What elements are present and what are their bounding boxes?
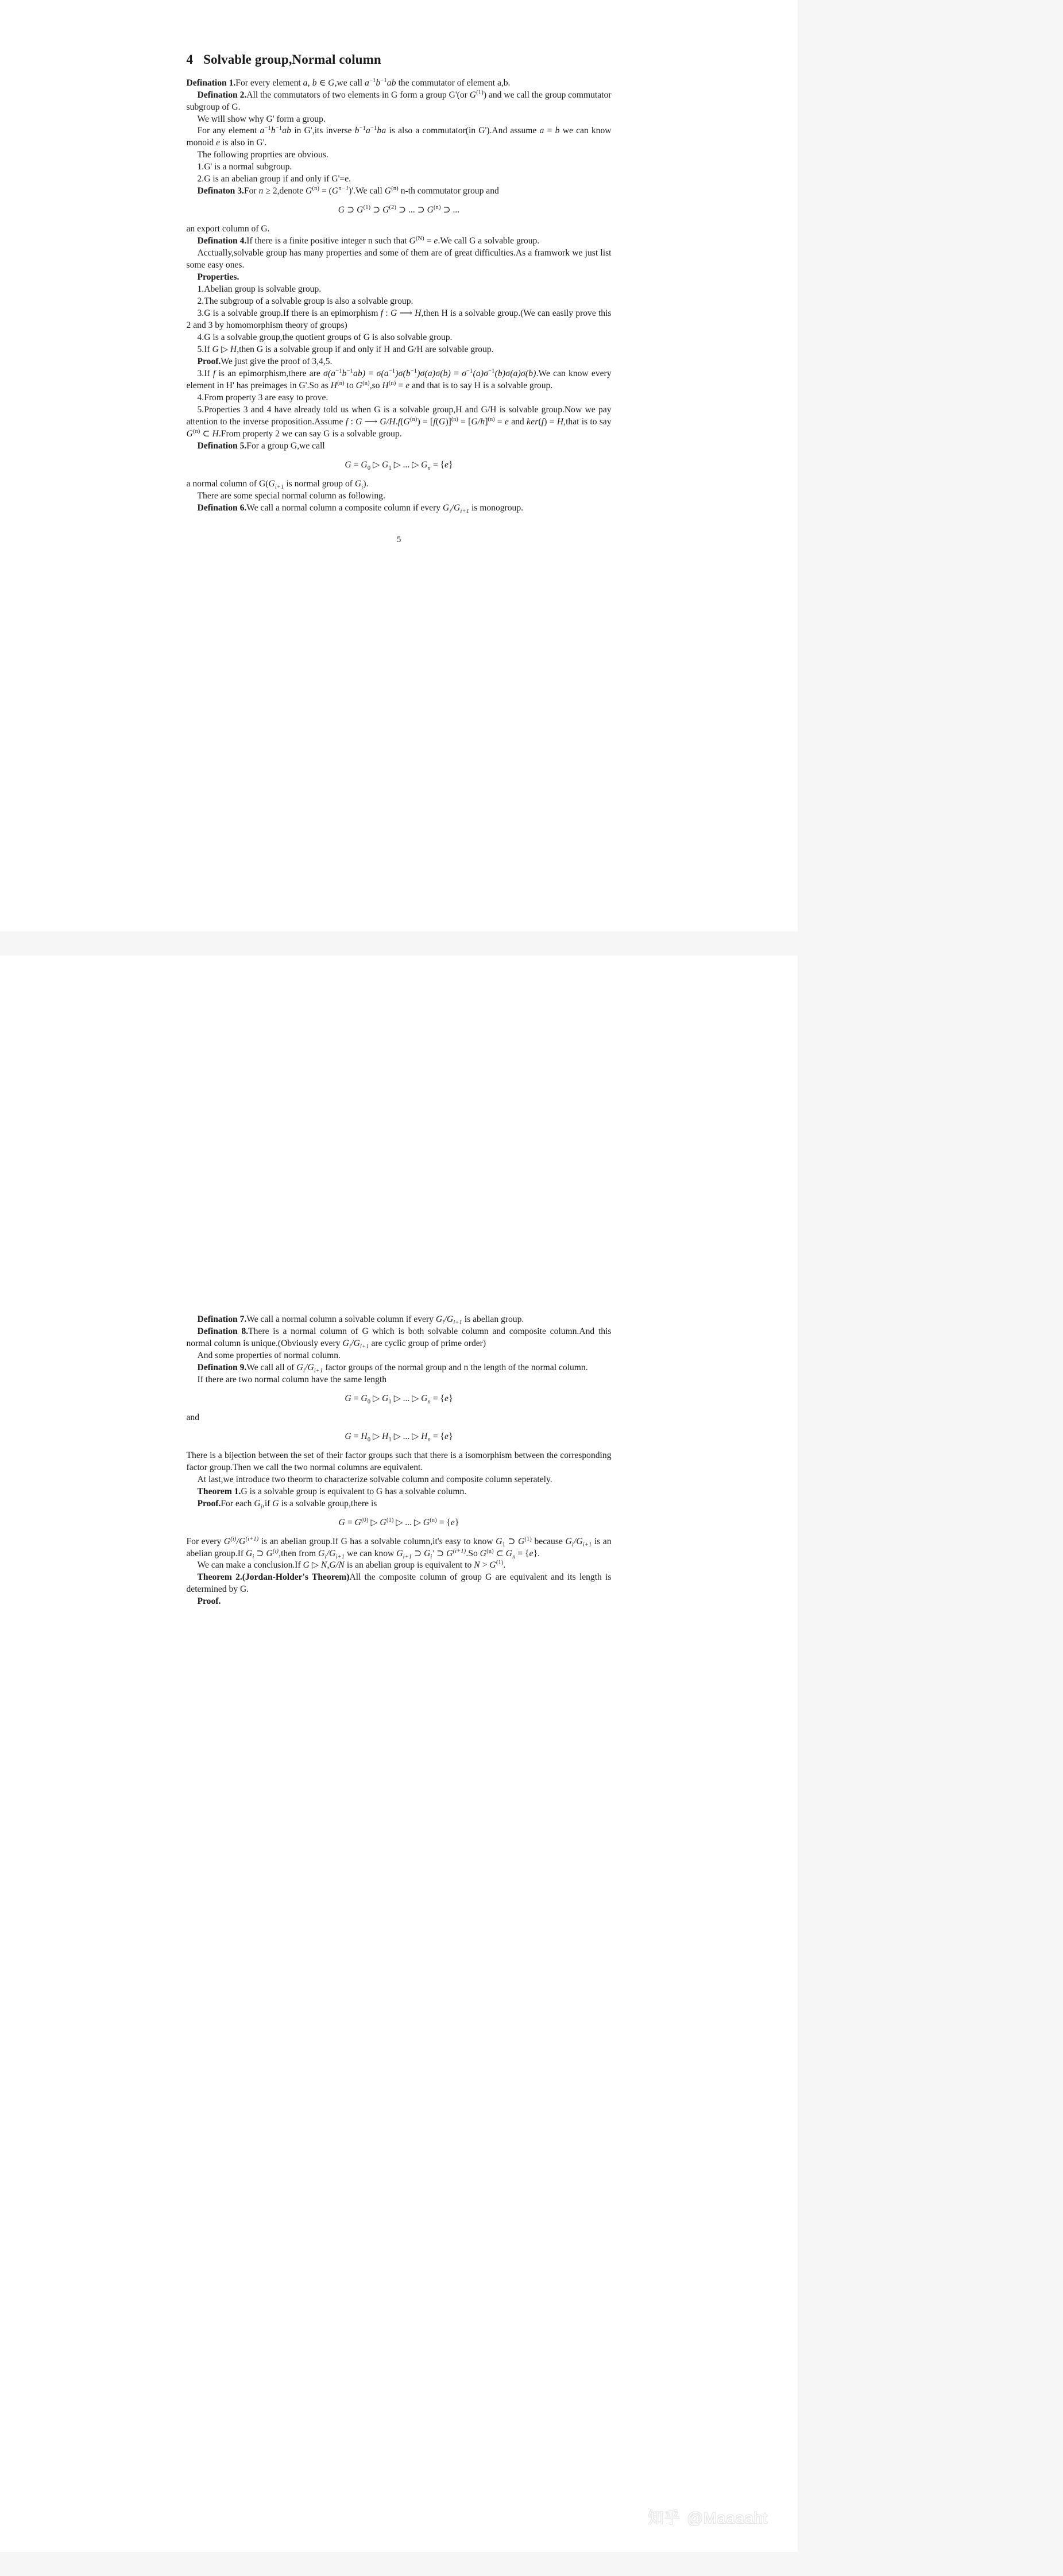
def2-math-G1: $G^{(1)}$ — [469, 89, 484, 100]
definition-2-paragraph: Defination 2.All the commutators of two elements in G form a group G'(or $G^{(1)}$) and we call the group commutator subgroup of G. — [186, 89, 612, 112]
math-p2-G-b: G — [303, 1560, 310, 1571]
math-p2-Gsupi: $G^{(i)}$ — [266, 1548, 279, 1558]
proof-item-3: 3.If f is an epimorphism,there are $\sigma(a^{-1}b^{-1}ab) = \sigma(a^{-1})\sigma(b^{-1})\sigma(a)\sigma(b) = \sigma^{-1}(a)\sigma^{-1}(b)\sigma(a)\sigma(b).We$ can know every element in H' has preimages in G'.So as $H^{(n)}$ to $G^{(n)},so$ $H^{(n)} = e$ and that is to say H is a solvable group. — [186, 368, 612, 390]
properties-item-2: 2.The subgroup of a solvable group is also a solvable group. — [197, 296, 413, 307]
eq-dc-G0: $G^{(0)}$ — [354, 1517, 369, 1527]
eq-derived-series-body: G — [338, 205, 345, 215]
eq-g-G1: $G_1$ — [382, 1393, 392, 1405]
definition-4-label: Defination 4. — [197, 236, 247, 246]
eq-G1: $G^{(1)}$ — [357, 204, 371, 215]
math-p2-GiGi1-c: $G_i/G_{i+1}$ — [296, 1362, 323, 1374]
eq-nc-G1: $G_1$ — [382, 459, 392, 471]
definition-7-paragraph: Defination 7.We call a normal column a solvable column if every $G_i/G_{i+1}$ is abelian group. — [197, 1314, 524, 1326]
math-GN: $G^{(N)}$ — [409, 235, 424, 246]
section-number: 4 — [186, 52, 194, 67]
page-2-sheet — [0, 956, 798, 2552]
eq-Gn: $G^{(n)}$ — [427, 204, 441, 215]
math-p2-Gsupi1: $G^{(i+1)}$ — [446, 1548, 466, 1558]
math-GiGi1: $G_i/G_{i+1}$ — [442, 502, 470, 515]
equation-derived-column: $G = G^{(0)}$ ▷ $G^{(1)}$ ▷ ... ▷ $G^{(n)} = \{e\}$ — [338, 1517, 459, 1527]
page-divider — [0, 931, 1063, 956]
eq-dc-e: e — [450, 1517, 455, 1527]
eq-nc-G0: $G_0$ — [361, 459, 371, 471]
equation-derived-series: G ⊃ $G^{(1)}$ ⊃ $G^{(2)}$ ⊃ ... ⊃ $G^{(n)}$ ⊃ ... — [338, 204, 460, 215]
eq-h-H0: $H_0$ — [361, 1431, 371, 1443]
export-column-paragraph: an export column of G. — [186, 224, 270, 234]
theorem-2-proof-paragraph — [187, 1596, 612, 1608]
eq-g-G0: $G_0$ — [361, 1393, 371, 1405]
def1-math-ab: a, b — [303, 78, 317, 88]
definition-8-paragraph: Defination 8.There is a normal column of G which is both solvable column and composite column.And this normal column is unique.(Obviously every $G_i/G_{i+1}$ are cyclic group of prime order) — [186, 1326, 612, 1351]
properties-item-3: 3.G is a solvable group.If there is an epimorphism f : G ⟶ H,then H is a solvable group.(We can easily prove this 2 and 3 by homomorphism theory of groups) — [186, 308, 612, 330]
math-p2-Gsupn: $G^{(n)}$ — [480, 1548, 494, 1558]
normal-column-description: a normal column of $G(G_{i+1}$ is normal group of $G_i$). — [186, 478, 369, 490]
eq-G2: $G^{(2)}$ — [382, 204, 397, 215]
any-element-paragraph: For any element $a^{-1}b^{-1}ab$ in G',its inverse $b^{-1}a^{-1}ba$ is also a commutator(in G').And assume a = b we can know monoid e is also in G'. — [186, 125, 612, 148]
watermark-handle: @Maaaaht — [687, 2509, 768, 2527]
math-f: f — [380, 308, 384, 319]
definition-5-label: Defination 5. — [197, 440, 247, 451]
special-normal-column-paragraph: There are some special normal column as following. — [197, 490, 385, 501]
math-e-4: e — [504, 416, 509, 427]
math-p2-N-b: N — [474, 1560, 480, 1571]
math-H-3: H — [556, 416, 564, 427]
math-Hn-2: $H^{(n)}$ — [382, 380, 396, 390]
math-kerf: ker — [526, 416, 539, 427]
math-e-3: e — [405, 380, 410, 390]
math-p2-GiGi1-b: $G_i/G_{i+1}$ — [342, 1338, 369, 1351]
math-sigma-expand: $\sigma(a^{-1})\sigma(b^{-1})\sigma(a)\sigma(b)$ — [376, 368, 451, 378]
math-f-4: f — [541, 416, 544, 427]
and-connector: and — [186, 1412, 200, 1422]
math-p2-Gi-b: $G_i$ — [245, 1548, 254, 1560]
math-p2-Gn: $G_n$ — [505, 1548, 516, 1560]
eq-h-e: e — [444, 1431, 449, 1441]
math-Gnm1: $G^{n-1}$ — [331, 185, 349, 196]
definition-1-paragraph: Defination 1.For every element a, b ∈ G,we call $a^{-1}b^{-1}ab$ the commutator of element a,b. — [186, 77, 511, 88]
math-f-2: f — [212, 368, 216, 378]
theorem-2-proof-label: Proof. — [197, 1596, 221, 1607]
following-properties-paragraph: The following proprties are obvious. — [197, 150, 328, 160]
math-commutator-1: $a^{-1}b^{-1}ab$ — [260, 125, 292, 136]
bijection-paragraph: There is a bijection between the set of their factor groups such that there is a isomorphism between the corresponding factor group.Then we call the two normal columns are equivalent. — [186, 1450, 612, 1472]
watermark-site: 知乎 — [648, 2509, 681, 2527]
properties-heading-label: Properties. — [197, 272, 239, 283]
page-1-wrapper — [0, 0, 1063, 931]
proof-paragraph — [187, 356, 612, 368]
math-Gn-3: $G^{(n)}$ — [355, 380, 370, 390]
properties-item-5: 5.If G ▷ H,then G is a solvable group if and only if H and G/H are solvable group. — [197, 344, 494, 354]
math-fG: f — [433, 416, 436, 427]
definition-1-label: Defination 1. — [186, 78, 236, 88]
page-1-text-column — [187, 10, 612, 546]
theorem-2-label: Theorem 2.(Jordan-Holder's Theorem) — [197, 1572, 350, 1583]
definition-8-label: Defination 8. — [197, 1326, 249, 1336]
page-1-sheet — [0, 0, 798, 931]
eq-g-Gn: $G_n$ — [421, 1393, 431, 1405]
math-e-2: e — [434, 236, 438, 246]
math-H: H — [415, 308, 422, 319]
math-Gn-4: $G^{(n)}$ — [403, 416, 418, 427]
math-p2-N: N — [320, 1560, 327, 1571]
eq-nc-e: e — [444, 459, 449, 470]
equation-H-column: $G = H_0$ ▷ $H_1$ ▷ ... ▷ $H_n = \{e\}$ — [345, 1431, 453, 1443]
math-G-6: G — [438, 416, 446, 427]
eq-g-e: e — [444, 1393, 449, 1403]
page-number: 5 — [396, 534, 401, 544]
at-last-paragraph: At last,we introduce two theorm to characterize solvable column and composite column seperately. — [197, 1474, 552, 1484]
math-a-eq-b: a — [539, 126, 544, 136]
definition-5-text: For a group G,we call — [246, 440, 325, 451]
math-G-4: G — [212, 344, 219, 354]
eq-g-G: G — [345, 1393, 351, 1403]
equation-G-column: $G = G_0$ ▷ $G_1$ ▷ ... ▷ $G_n = \{e\}$ — [345, 1393, 453, 1405]
math-p2-GN: G/N — [329, 1560, 345, 1571]
definition-6-paragraph: Defination 6.We call a normal column a composite column if every $G_i/G_{i+1}$ is monogroup. — [197, 502, 524, 515]
properties-item-1: 1.Abelian group is solvable group. — [197, 284, 322, 295]
property-item-1: 1.G' is a normal subgroup. — [197, 162, 292, 172]
definition-2-label: Defination 2. — [197, 90, 247, 100]
math-Hn: $H^{(n)}$ — [330, 380, 345, 390]
page-2-text-column — [187, 966, 612, 1608]
math-p2-G1: $G_1$ — [496, 1536, 505, 1548]
definition-7-label: Defination 7. — [197, 1314, 247, 1324]
acctually-paragraph: Acctually,solvable group has many properties and some of them are of great difficulties.As a framwork we just list some easy ones. — [186, 248, 612, 270]
eq-dc-G: G — [338, 1517, 345, 1527]
math-p2-Gip: $G_i'$ — [424, 1548, 435, 1560]
math-p2-Gi1: $G_{i+1}$ — [396, 1548, 412, 1560]
theorem-1-label: Theorem 1. — [197, 1486, 241, 1496]
proof-label: Proof. — [197, 356, 221, 366]
definition-9-label: Defination 9. — [197, 1362, 247, 1372]
definition-4-paragraph: Defination 4.If there is a finite positive integer n such that $G^{(N)} = e.We$ call G a solvable group. — [197, 235, 540, 246]
show-group-paragraph: We will show why G' form a group. — [197, 114, 326, 124]
math-p2-Gsup1-b: $G^{(1)}$ — [489, 1560, 504, 1571]
eq-nc-Gn: $G_n$ — [421, 459, 431, 471]
theorem-2-text: All the composite column of group G are equivalent and its length is determined by G. — [186, 1572, 612, 1595]
def1-math-commutator: $a^{-1}b^{-1}ab$ — [365, 77, 396, 88]
math-Gi: $G_i$ — [354, 478, 364, 490]
properties-item-4: 4.G is a solvable group,the quotient groups of G is also solvable group. — [197, 332, 453, 342]
math-H-4: H — [212, 428, 219, 439]
math-p2-GiGi1-sup: $G^{(i)}/G^{(i+1)}$ — [223, 1535, 259, 1546]
some-properties-paragraph: And some properties of normal column. — [197, 1350, 341, 1360]
conclusion-paragraph: We can make a conclusion.If G ▷ N,G/N is an abelian group is equivalent to $N > G^{(1)}$. — [197, 1560, 506, 1571]
eq-h-H1: $H_1$ — [382, 1431, 392, 1443]
math-p2-GiGi1-e: $G_i/G_{i+1}$ — [318, 1548, 345, 1560]
math-p2-GiGi1-d: $G_i/G_{i+1}$ — [565, 1536, 592, 1548]
property-item-2: 2.G is an abelian group if and only if G'=e. — [197, 174, 351, 184]
definition-5-paragraph — [187, 440, 612, 452]
equation-normal-column: $G = G_0$ ▷ $G_1$ ▷ ... ▷ $G_n = \{e\}$ — [345, 459, 453, 471]
theorem-1-paragraph — [187, 1486, 612, 1498]
theorem-1-proof-label: Proof. — [197, 1498, 221, 1509]
math-f-3: f — [345, 416, 349, 427]
eq-nc-G: G — [345, 459, 351, 470]
watermark — [648, 2505, 768, 2528]
math-GmodH: G/H — [380, 416, 396, 427]
eq-dc-G1: $G^{(1)}$ — [380, 1517, 394, 1527]
math-Gh: G/h — [471, 416, 485, 427]
proof-item-4: 4.From property 3 are easy to prove. — [197, 392, 328, 403]
page-title — [187, 52, 612, 68]
math-fGn: f — [397, 416, 401, 427]
theorem-1-text: G is a solvable group is equivalent to G has a solvable column. — [241, 1486, 467, 1496]
math-sigma-inv: $\sigma^{-1}(a)\sigma^{-1}(b)\sigma(a)\sigma(b)$ — [462, 368, 536, 378]
def1-math-G: G — [328, 78, 335, 88]
math-p2-GiGi1: $G_i/G_{i+1}$ — [435, 1314, 462, 1326]
math-p2-G: G — [272, 1498, 279, 1509]
proof-item-5: 5.Properties 3 and 4 have already told us when G is a solvable group,H and G/H is solvable group.Now we pay attention to the inverse proposition.Assume f : G ⟶ $G/H.f(G^{(n)}) = [f(G)]^{(n)} = [G/h]^{(n)} = e$ and ker(f) = H,that is to say $G^{(n)}$ ⊂ H.From property 2 we can say G is a solvable group. — [186, 404, 612, 439]
eq-dc-Gn: $G^{(n)}$ — [423, 1517, 437, 1527]
math-p2-Gi: $G_i$ — [254, 1498, 262, 1510]
theorem-1-proof-paragraph: Proof.For each $G_i,if$ G is a solvable group,there is — [197, 1498, 377, 1510]
eq-h-Hn: $H_n$ — [421, 1431, 431, 1443]
proof-text: We just give the proof of 3,4,5. — [221, 356, 333, 366]
math-inverse-1: $b^{-1}a^{-1}ba$ — [354, 125, 386, 136]
math-Gn: $G^{(n)}$ — [306, 185, 320, 196]
eq-h-G: G — [345, 1431, 351, 1441]
math-n: n — [258, 186, 264, 196]
math-p2-e: e — [529, 1548, 534, 1558]
math-Gn-5: $G^{(n)}$ — [186, 428, 200, 439]
properties-heading — [187, 272, 612, 284]
two-normal-columns-paragraph: If there are two normal column have the same length — [197, 1374, 387, 1384]
definition-6-label: Defination 6. — [197, 502, 247, 513]
definition-3-label: Definaton 3. — [197, 186, 244, 196]
math-H-2: H — [230, 344, 237, 354]
definition-9-paragraph: Defination 9.We call all of $G_i/G_{i+1}$ factor groups of the normal group and n the length of the normal column. — [197, 1362, 588, 1374]
math-p2-Gsup1: $G^{(1)}$ — [517, 1535, 532, 1546]
definition-3-paragraph: Definaton 3.For n ≥ 2,denote $G^{(n)} = (G^{n-1})'.We$ call $G^{(n)}$ n-th commutator group and — [197, 185, 499, 196]
math-sigma-expr: $\sigma(a^{-1}b^{-1}ab)$ — [323, 368, 366, 378]
math-Gi1: $G_{i+1}$ — [268, 478, 284, 490]
section-title-text: Solvable group,Normal column — [203, 52, 381, 67]
math-G-3: G — [390, 308, 397, 319]
math-b: b — [555, 126, 560, 136]
math-G-5: G — [355, 416, 362, 427]
math-e: e — [216, 138, 221, 148]
theorem-2-paragraph — [187, 1572, 612, 1596]
math-Gn-2: $G^{(n)}$ — [384, 185, 399, 196]
page-2-wrapper — [0, 956, 1063, 2552]
for-every-paragraph: For every $G^{(i)}/G^{(i+1)}$ is an abelian group.If G has a solvable column,it's easy to know $G_1$ ⊃ $G^{(1)}$ because $G_i/G_{i+1}$ is an abelian group.If $G_i$ ⊃ $G^{(i)},then$ from $G_i/G_{i+1}$ we can know $G_{i+1}$ ⊃ $G_i'$ ⊃ $G^{(i+1)}.So$ $G^{(n)}$ ⊂ $G_n = \{e\}$. — [186, 1535, 612, 1560]
